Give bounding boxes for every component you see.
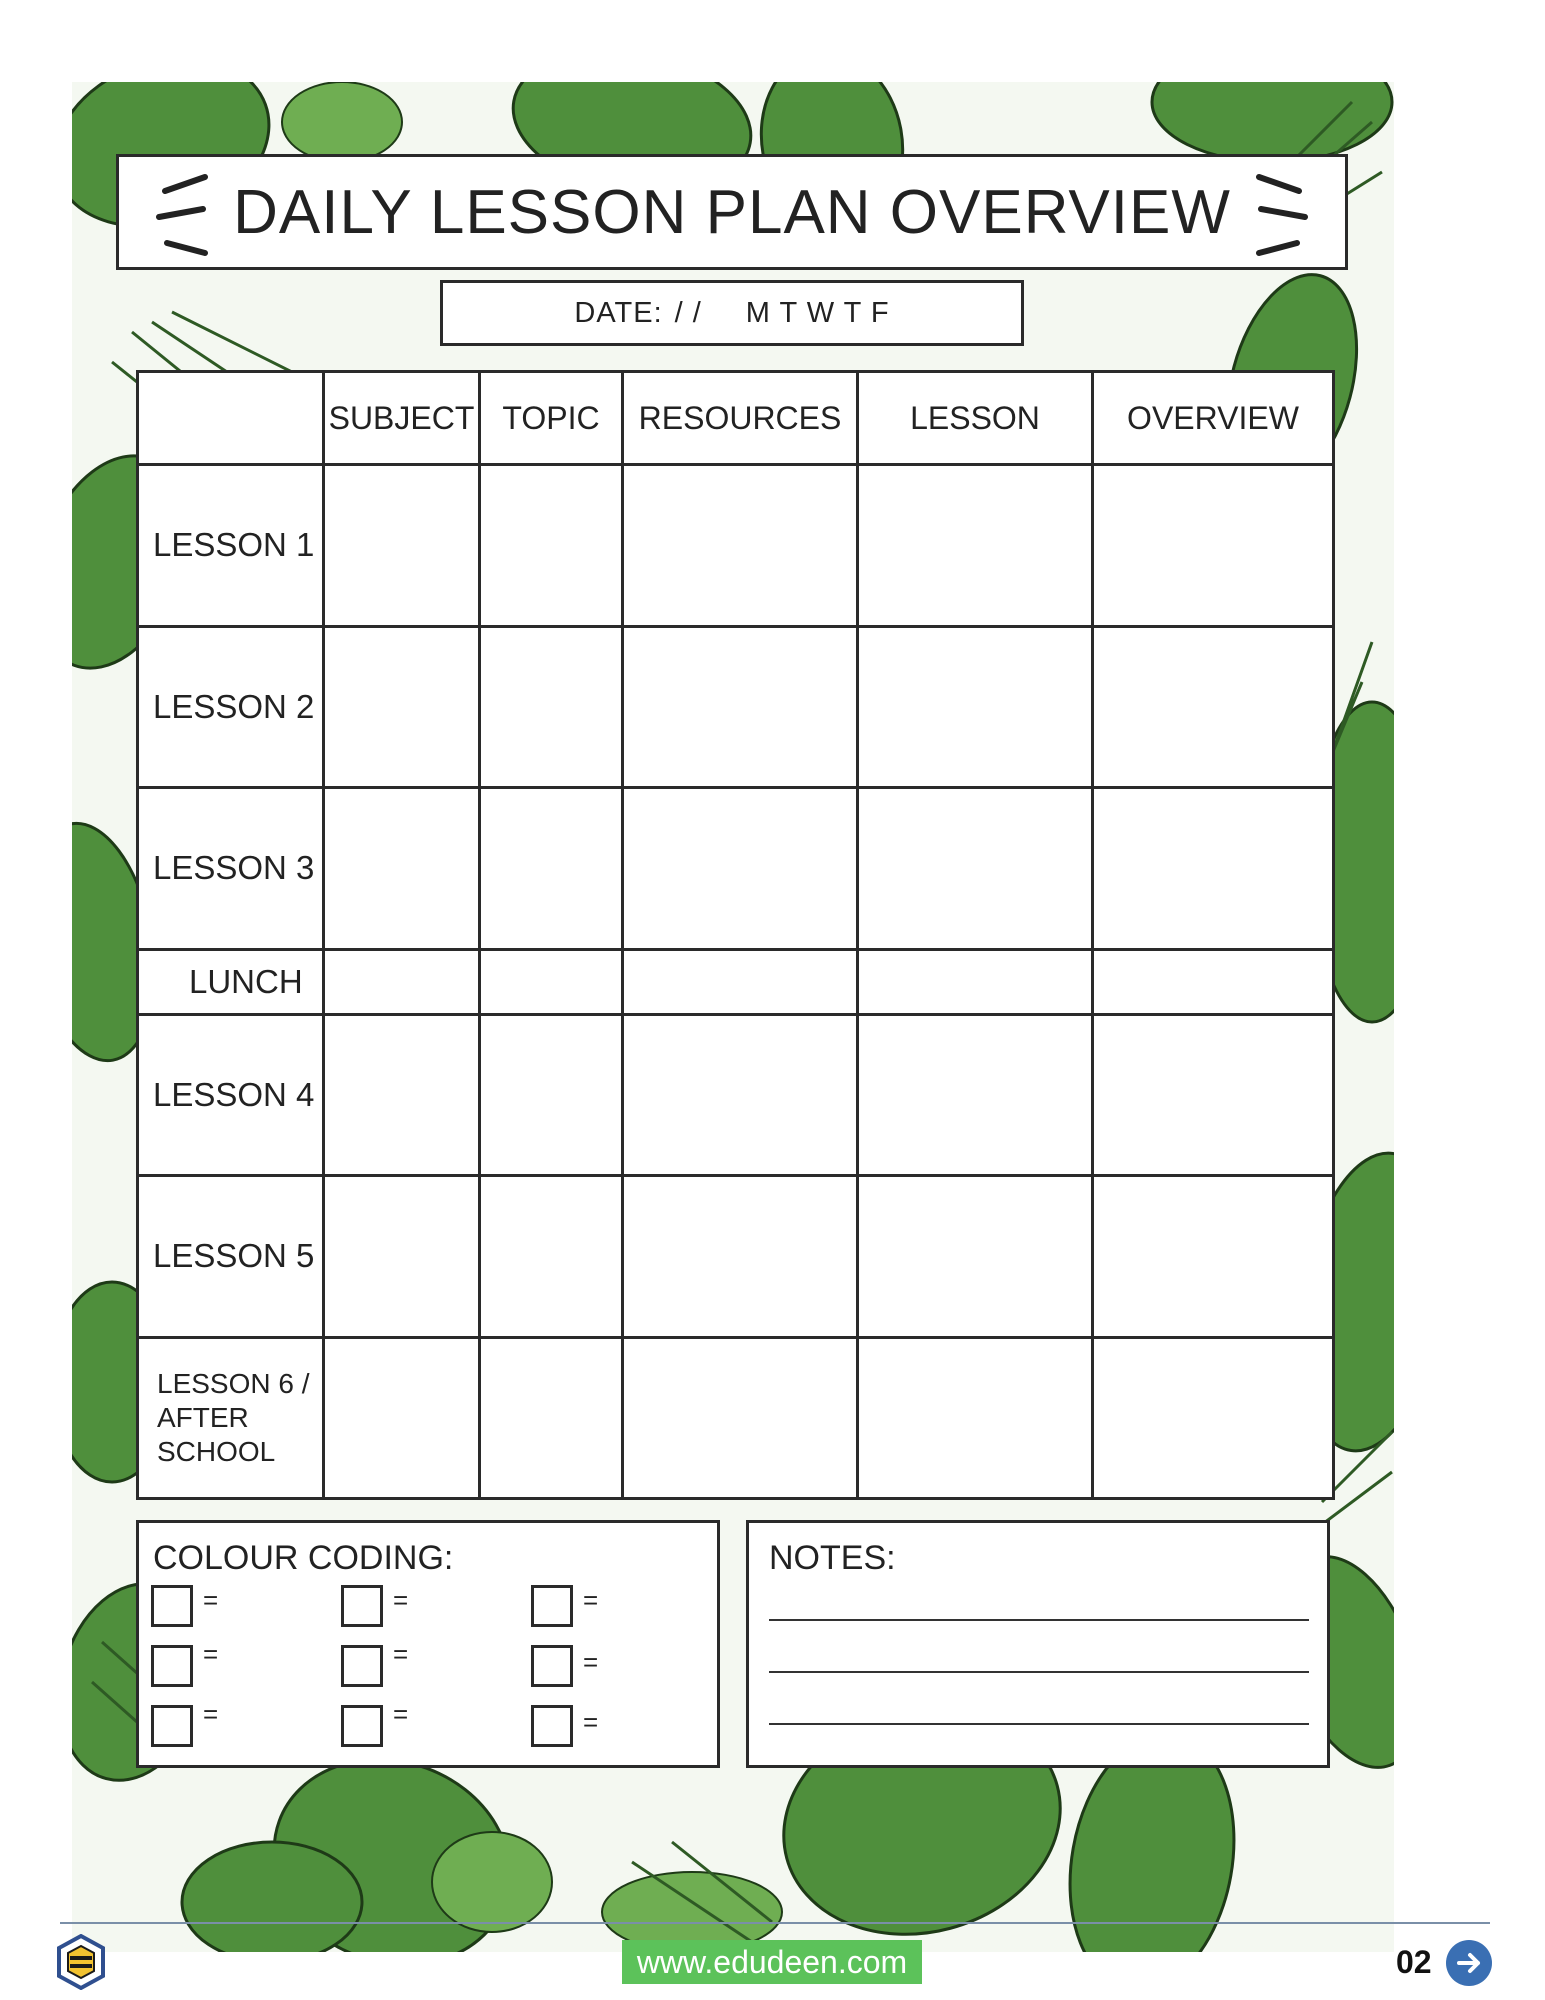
- colour-coding-box: [136, 1520, 720, 1768]
- date-slashes: / /: [674, 296, 702, 329]
- row-label-lesson-5: LESSON 5: [138, 1176, 324, 1337]
- title-banner: [116, 154, 1348, 270]
- table-cell[interactable]: [858, 1014, 1093, 1175]
- header-subject: SUBJECT: [324, 372, 480, 465]
- header-empty: [138, 372, 324, 465]
- equals-sign: =: [583, 1647, 599, 1677]
- colour-swatch[interactable]: [531, 1645, 573, 1687]
- table-cell[interactable]: [1093, 788, 1334, 949]
- row-label-line: SCHOOL: [157, 1435, 276, 1467]
- table-row: [138, 788, 1334, 949]
- bee-hexagon-logo-icon: [56, 1934, 106, 1990]
- colour-swatch[interactable]: [151, 1645, 193, 1687]
- notes-title: NOTES:: [769, 1539, 896, 1577]
- header-overview: OVERVIEW: [1093, 372, 1334, 465]
- equals-sign: =: [393, 1639, 409, 1669]
- table-cell[interactable]: [1093, 1337, 1334, 1498]
- colour-swatch[interactable]: [151, 1585, 193, 1627]
- table-cell[interactable]: [1093, 1176, 1334, 1337]
- page-number: 02: [1396, 1944, 1432, 1980]
- table-cell[interactable]: [324, 788, 480, 949]
- equals-sign: =: [203, 1699, 219, 1729]
- note-line: [769, 1723, 1309, 1725]
- table-cell[interactable]: [623, 1337, 858, 1498]
- sparkle-lines-icon: [155, 171, 215, 259]
- equals-sign: =: [583, 1707, 599, 1737]
- next-page-button[interactable]: [1446, 1940, 1492, 1986]
- table-cell[interactable]: [623, 626, 858, 787]
- table-cell[interactable]: [480, 949, 623, 1014]
- table-cell[interactable]: [858, 949, 1093, 1014]
- table-cell[interactable]: [623, 1176, 858, 1337]
- colour-swatch[interactable]: [341, 1645, 383, 1687]
- weekday-letters: M T W T F: [745, 296, 890, 329]
- colour-swatch[interactable]: [531, 1705, 573, 1747]
- table-cell[interactable]: [480, 1337, 623, 1498]
- table-row: [138, 1014, 1334, 1175]
- table-header-row: [138, 372, 1334, 465]
- table-cell[interactable]: [324, 626, 480, 787]
- row-label-lesson-1: LESSON 1: [138, 465, 324, 626]
- row-label-lesson-3: LESSON 3: [138, 788, 324, 949]
- header-topic: TOPIC: [480, 372, 623, 465]
- table-cell[interactable]: [858, 788, 1093, 949]
- table-cell[interactable]: [858, 465, 1093, 626]
- table-cell[interactable]: [1093, 949, 1334, 1014]
- colour-coding-title: COLOUR CODING:: [153, 1539, 454, 1577]
- equals-sign: =: [393, 1699, 409, 1729]
- row-label-line: AFTER: [157, 1401, 249, 1433]
- table-row: [138, 949, 1334, 1014]
- table-cell[interactable]: [480, 1176, 623, 1337]
- table-cell[interactable]: [1093, 465, 1334, 626]
- table-cell[interactable]: [1093, 1014, 1334, 1175]
- table-cell[interactable]: [623, 1014, 858, 1175]
- header-lesson: LESSON: [858, 372, 1093, 465]
- row-label-lesson-6: [138, 1337, 324, 1498]
- colour-swatch-grid: [151, 1585, 711, 1761]
- table-cell[interactable]: [480, 1014, 623, 1175]
- row-label-lunch: LUNCH: [138, 949, 324, 1014]
- table-cell[interactable]: [324, 949, 480, 1014]
- table-cell[interactable]: [324, 465, 480, 626]
- website-link[interactable]: www.edudeen.com: [622, 1940, 922, 1984]
- note-line: [769, 1671, 1309, 1673]
- sparkle-lines-icon: [1249, 171, 1309, 259]
- table-row: [138, 1176, 1334, 1337]
- equals-sign: =: [203, 1585, 219, 1615]
- equals-sign: =: [393, 1585, 409, 1615]
- table-row: [138, 626, 1334, 787]
- table-cell[interactable]: [480, 465, 623, 626]
- date-field[interactable]: [440, 280, 1024, 346]
- table-cell[interactable]: [324, 1014, 480, 1175]
- date-label: DATE:: [574, 296, 663, 329]
- colour-swatch[interactable]: [531, 1585, 573, 1627]
- table-cell[interactable]: [858, 1176, 1093, 1337]
- header-resources: RESOURCES: [623, 372, 858, 465]
- row-label-line: LESSON 6 /: [157, 1367, 310, 1399]
- page-title: DAILY LESSON PLAN OVERVIEW: [233, 177, 1231, 247]
- notes-box[interactable]: [746, 1520, 1330, 1768]
- table-cell[interactable]: [858, 626, 1093, 787]
- table-row: [138, 465, 1334, 626]
- row-label-lesson-4: LESSON 4: [138, 1014, 324, 1175]
- table-cell[interactable]: [858, 1337, 1093, 1498]
- note-line: [769, 1619, 1309, 1621]
- table-row: [138, 1337, 1334, 1498]
- table-cell[interactable]: [623, 788, 858, 949]
- row-label-lesson-2: LESSON 2: [138, 626, 324, 787]
- table-cell[interactable]: [623, 465, 858, 626]
- table-cell[interactable]: [324, 1176, 480, 1337]
- table-cell[interactable]: [1093, 626, 1334, 787]
- table-cell[interactable]: [480, 788, 623, 949]
- colour-swatch[interactable]: [151, 1705, 193, 1747]
- footer-divider: [60, 1922, 1490, 1924]
- arrow-right-circle-icon: [1454, 1948, 1484, 1978]
- lesson-plan-table: [136, 370, 1335, 1500]
- colour-swatch[interactable]: [341, 1705, 383, 1747]
- equals-sign: =: [583, 1585, 599, 1615]
- colour-swatch[interactable]: [341, 1585, 383, 1627]
- table-cell[interactable]: [480, 626, 623, 787]
- table-cell[interactable]: [623, 949, 858, 1014]
- equals-sign: =: [203, 1639, 219, 1669]
- table-cell[interactable]: [324, 1337, 480, 1498]
